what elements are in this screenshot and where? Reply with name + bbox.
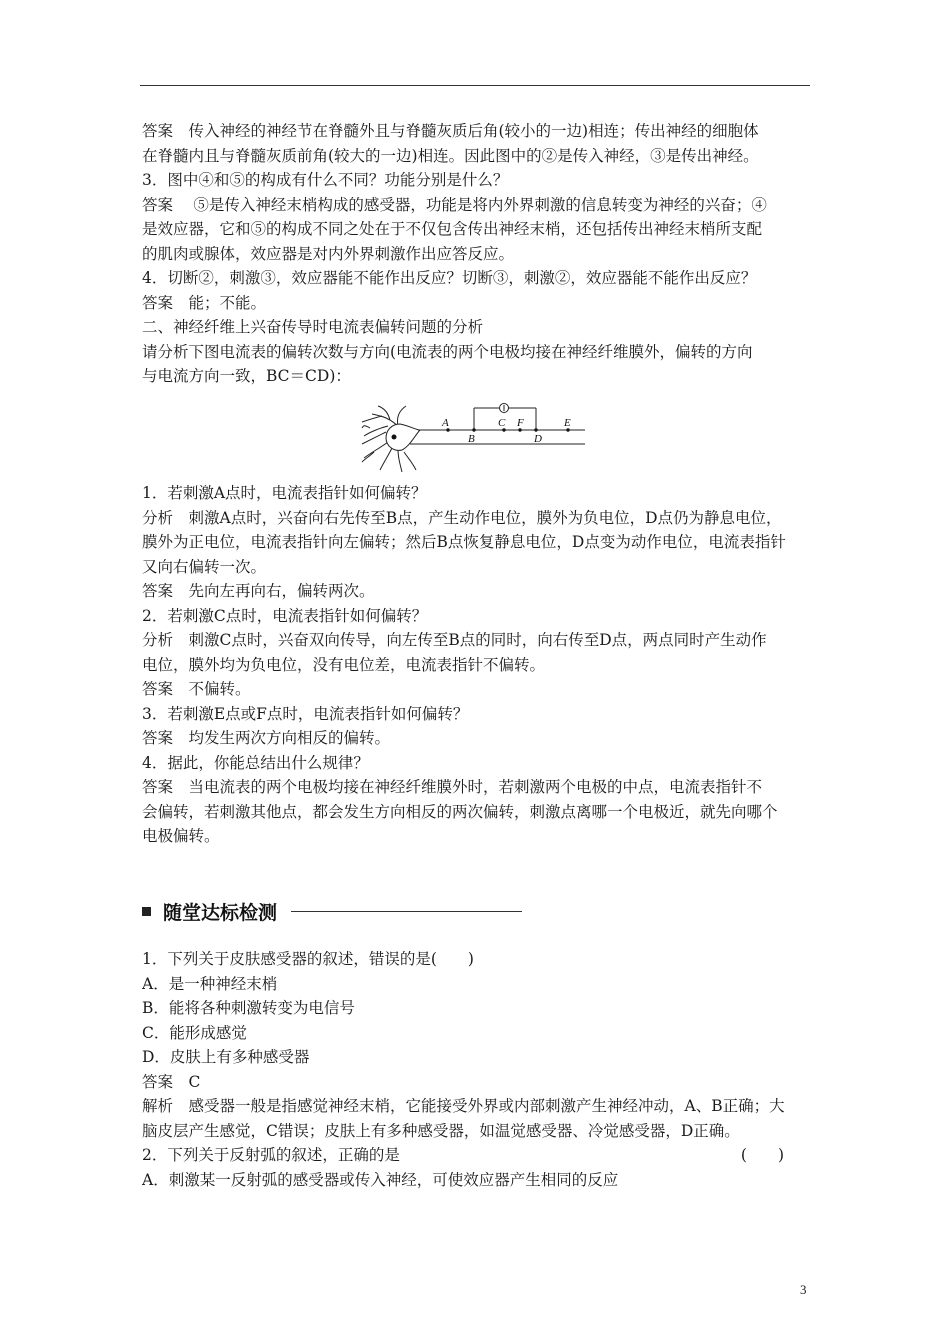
question-line: 1．下列关于皮肤感受器的叙述，错误的是( ) [142, 950, 474, 968]
square-bullet-icon [142, 907, 151, 916]
text-line: 答案 不偏转。 [142, 680, 251, 698]
label-E: E [564, 417, 571, 429]
neuron-nucleus [392, 435, 397, 440]
exercise-block [142, 947, 814, 1192]
section-title: 随堂达标检测 [163, 901, 278, 924]
top-text-block [142, 119, 814, 389]
text-line: 3．若刺激E点或F点时，电流表指针如何偏转？ [142, 704, 469, 723]
section-header [142, 897, 532, 925]
text-line: 分析 刺激C点时，兴奋双向传导，向左传至B点的同时，向右传至D点，两点同时产生动作 [142, 631, 767, 649]
header-rule [140, 85, 810, 86]
text-line: 4．切断②，刺激③，效应器能不能作出反应？切断③，刺激②，效应器能不能作出反应？ [142, 269, 757, 287]
text-line: 会偏转，若刺激其他点，都会发生方向相反的两次偏转，刺激点离哪一个电极近，就先向哪个 [142, 802, 778, 821]
text-line: 答案 能；不能。 [142, 293, 267, 312]
text-line: 分析 刺激A点时，兴奋向右先传至B点，产生动作电位，膜外为负电位，D点仍为静息电位， [142, 508, 782, 527]
option-line: A．刺激某一反射弧的感受器或传入神经，可使效应器产生相同的反应 [142, 1170, 619, 1189]
text-line: 膜外为正电位，电流表指针向左偏转；然后B点恢复静息电位，D点变为动作电位，电流表指针 [142, 533, 786, 551]
page-number: 3 [800, 1282, 807, 1297]
label-A: A [442, 417, 449, 429]
option-line: A．是一种神经末梢 [142, 974, 278, 993]
section-subheading: 二、神经纤维上兴奋传导时电流表偏转问题的分析 [142, 318, 484, 336]
answer-bracket: ( ) [740, 1146, 784, 1164]
explanation-line: 解析 感受器一般是指感觉神经末梢，它能接受外界或内部刺激产生神经冲动，A、B正确；大 [142, 1097, 785, 1115]
neuron-soma [386, 424, 420, 450]
label-F: F [517, 417, 524, 429]
text-line: 的肌肉或腺体，效应器是对内外界刺激作出应答反应。 [142, 244, 515, 263]
explanation-line: 脑皮层产生感觉，C错误；皮肤上有多种感受器，如温觉感受器、冷觉感受器，D正确。 [142, 1121, 740, 1140]
text-line: 答案 先向左再向右，偏转两次。 [142, 582, 375, 600]
option-line: C．能形成感觉 [142, 1023, 247, 1042]
question-2-row [142, 1143, 814, 1168]
text-line: 答案 传入神经的神经节在脊髓外且与脊髓灰质后角(较小的一边)相连；传出神经的细胞体 [142, 122, 759, 140]
text-line: 答案 ⑤是传入神经末梢构成的感受器，功能是将内外界刺激的信息转变为神经的兴奋；④ [142, 195, 767, 214]
point-D [534, 428, 537, 431]
text-line: 2．若刺激C点时，电流表指针如何偏转？ [142, 606, 428, 625]
text-line: 又向右偏转一次。 [142, 557, 267, 576]
text-line: 答案 均发生两次方向相反的偏转。 [142, 729, 391, 747]
question-line: 2．下列关于反射弧的叙述，正确的是 [142, 1146, 400, 1164]
text-line: 1．若刺激A点时，电流表指针如何偏转？ [142, 484, 427, 502]
analysis-text-block [142, 481, 814, 849]
label-C: C [498, 417, 506, 429]
text-line: 答案 当电流表的两个电极均接在神经纤维膜外时，若刺激两个电极的中点，电流表指针不 [142, 778, 763, 796]
option-line: B．能将各种刺激转变为电信号 [142, 999, 355, 1017]
option-line: D．皮肤上有多种感受器 [142, 1048, 310, 1066]
text-line: 请分析下图电流表的偏转次数与方向(电流表的两个电极均接在神经纤维膜外，偏转的方向 [142, 342, 753, 361]
text-line: 3．图中④和⑤的构成有什么不同？功能分别是什么？ [142, 171, 509, 189]
text-line: 电极偏转。 [142, 827, 220, 845]
section-rule [291, 911, 522, 912]
text-line: 4．据此，你能总结出什么规律？ [142, 753, 369, 772]
text-line: 电位，膜外均为负电位，没有电位差，电流表指针不偏转。 [142, 655, 546, 674]
text-line: 是效应器，它和⑤的构成不同之处在于不仅包含传出神经末梢，还包括传出神经末梢所支配 [142, 220, 763, 238]
neuron-diagram [360, 400, 585, 476]
text-line: 在脊髓内且与脊髓灰质前角(较大的一边)相连。因此图中的②是传入神经，③是传出神经。 [142, 146, 759, 165]
label-D: D [534, 433, 542, 445]
text-line: 与电流方向一致，BC＝CD)： [142, 367, 351, 385]
point-B [472, 428, 475, 431]
answer-line: 答案 C [142, 1072, 201, 1091]
label-B: B [468, 433, 475, 445]
